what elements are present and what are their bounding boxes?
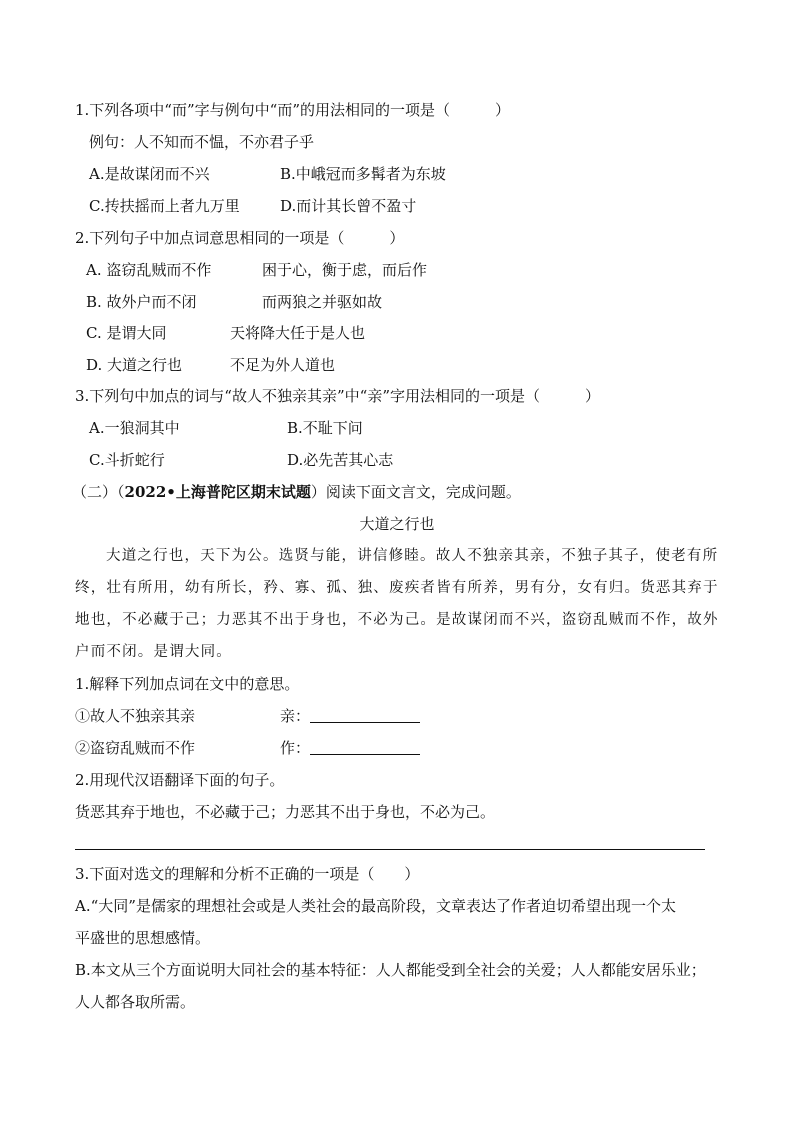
section2-heading	[72, 482, 521, 502]
q1-example: 例句：人不知而不愠，不亦君子乎	[89, 133, 315, 151]
answer-blank[interactable]	[310, 740, 420, 755]
s2-q3-option-b-line2: 人人都各取所需。	[75, 993, 196, 1011]
s2-q1-item2-label: 作：	[280, 739, 311, 757]
q3-option-a: A.一狼洞其中	[89, 419, 180, 437]
passage-title: 大道之行也	[359, 515, 435, 533]
q3-option-b: B.不耻下问	[287, 419, 363, 437]
q2-stem: 2.下列句子中加点词意思相同的一项是（ ）	[75, 229, 405, 247]
s2-q3-stem: 3.下面对选文的理解和分析不正确的一项是（ ）	[75, 865, 420, 883]
q3-stem: 3.下列句中加点的词与“故人不独亲其亲”中“亲”字用法相同的一项是（ ）	[75, 387, 600, 405]
q2-option-a-left: A. 盗窃乱贼而不作	[86, 261, 212, 279]
q1-option-d: D.而计其长曾不盈寸	[280, 197, 417, 215]
q1-stem: 1.下列各项中“而”字与例句中“而”的用法相同的一项是（ ）	[75, 101, 510, 119]
s2-q2-sentence: 货恶其弃于地也，不必藏于己；力恶其不出于身也，不必为己。	[75, 803, 496, 821]
section2-heading-suffix: ）阅读下面文言文，完成问题。	[310, 483, 521, 501]
answer-line[interactable]	[75, 849, 705, 850]
q2-option-d-right: 不足为外人道也	[230, 356, 336, 374]
q1-option-a: A.是故谋闭而不兴	[89, 165, 210, 183]
q3-option-c: C.斗折蛇行	[89, 451, 165, 469]
q1-option-b: B.中峨冠而多髯者为东坡	[280, 165, 446, 183]
s2-q3-option-b-line1: B.本文从三个方面说明大同社会的基本特征：人人都能受到全社会的关爱；人人都能安居乐业；	[75, 961, 706, 979]
s2-q2-stem: 2.用现代汉语翻译下面的句子。	[75, 771, 285, 789]
passage-line: 地也，不必藏于己；力恶其不出于身也，不必为己。是故谋闭而不兴，盗窃乱贼而不作，故外	[75, 612, 719, 628]
q2-option-b-left: B. 故外户而不闭	[86, 293, 197, 311]
section2-heading-prefix: （二）（	[72, 483, 125, 501]
s2-q1-item2-answer	[280, 738, 420, 758]
passage-line: 户而不闭。是谓大同。	[75, 644, 232, 660]
q2-option-b-right: 而两狼之并驱如故	[262, 293, 383, 311]
q2-option-a-right: 困于心，衡于虑，而后作	[262, 261, 428, 279]
s2-q3-option-a-line2: 平盛世的思想感情。	[75, 929, 211, 947]
q2-option-c-left: C. 是谓大同	[86, 324, 167, 342]
answer-blank[interactable]	[310, 708, 420, 723]
s2-q1-item1-answer	[280, 706, 420, 726]
s2-q3-option-a-line1: A.“大同”是儒家的理想社会或是人类社会的最高阶段，文章表达了作者迫切希望出现一个太	[75, 897, 676, 915]
s2-q1-item1-label: 亲：	[280, 707, 311, 725]
q1-option-c: C.抟扶摇而上者九万里	[89, 197, 240, 215]
q2-option-c-right: 天将降大任于是人也	[230, 324, 366, 342]
section2-heading-source: 2022•上海普陀区期末试题	[124, 483, 311, 501]
s2-q1-item1: ①故人不独亲其亲	[75, 707, 196, 725]
s2-q1-stem: 1.解释下列加点词在文中的意思。	[75, 675, 300, 693]
passage-line: 终，壮有所用，幼有所长，矜、寡、孤、独、废疾者皆有所养，男有分，女有归。货恶其弃于	[75, 580, 719, 596]
q2-option-d-left: D. 大道之行也	[86, 356, 183, 374]
passage-line: 大道之行也，天下为公。选贤与能，讲信修睦。故人不独亲其亲，不独子其子，使老有所	[106, 548, 719, 564]
s2-q1-item2: ②盗窃乱贼而不作	[75, 739, 196, 757]
q3-option-d: D.必先苦其心志	[287, 451, 394, 469]
